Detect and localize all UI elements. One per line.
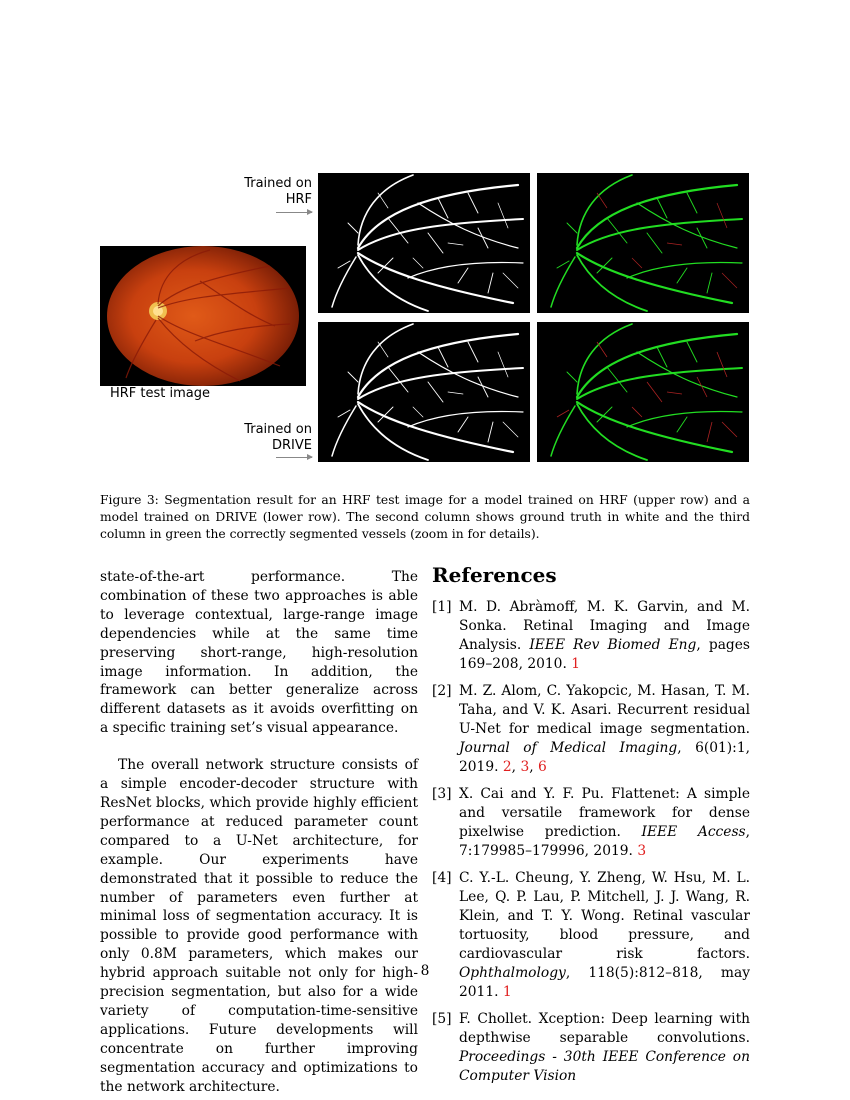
backref-link[interactable]: 1: [571, 655, 581, 672]
fundus-test-image: [100, 246, 306, 386]
reference-item: [2] M. Z. Alom, C. Yakopcic, M. Hasan, T. M. Taha, and V. K. Asari. Recurrent residual U-Net for medical image segmentation. Journal of Medical Imaging, 6(01):1, 2019. 2, 3, 6: [432, 683, 750, 775]
page-number: 8: [420, 963, 430, 979]
reference-venue: Proceedings - 30th IEEE Conference on Computer Vision: [459, 1048, 750, 1084]
figure-caption: Figure 3: Segmentation result for an HRF test image for a model trained on HRF (upper row) and a model trained on DRIVE (lower row). The second column shows ground truth in white and the third column in green the correctly segmented vessels (zoom in for details).: [100, 493, 750, 541]
reference-item: [432, 785, 750, 861]
label-trained-on-drive: [238, 422, 312, 454]
backref-link[interactable]: 2: [502, 758, 512, 775]
reference-number: [3]: [432, 786, 452, 803]
panel-gt-hrf: [318, 173, 530, 313]
references-heading: References: [432, 563, 557, 587]
label-trained-on-hrf-line1: Trained on: [244, 176, 312, 191]
reference-number: [5]: [432, 1011, 452, 1028]
backref-link[interactable]: 1: [502, 983, 512, 1000]
label-trained-on-drive-line2: DRIVE: [272, 438, 312, 453]
label-trained-on-hrf: [238, 176, 312, 208]
reference-venue: IEEE Access: [641, 823, 746, 840]
reference-text: C. Y.-L. Cheung, Y. Zheng, W. Hsu, M. L. Lee, Q. P. Lau, P. Mitchell, J. J. Wang, R. Klein, and T. Y. Wong. Retinal vascular tortuosity, blood pressure, and cardiovascular risk factors.: [459, 870, 750, 962]
panel-correct-drive: [537, 322, 749, 462]
reference-venue: Journal of Medical Imaging: [459, 739, 678, 756]
reference-text: F. Chollet. Xception: Deep learning with depthwise separable convolutions.: [459, 1011, 750, 1047]
reference-rest: , 7:179985–179996, 2019.: [459, 823, 751, 859]
paragraph-1: state-of-the-art performance. The combination of these two approaches is able to leverage contextual, large-range image dependencies while at the same time preserving short-range, high-resolution image information. In addition, the framework can better generalize across different datasets as it avoids overfitting on a specific training set’s visual appearance.: [100, 569, 418, 737]
reference-rest: , 6(01):1, 2019.: [459, 739, 750, 775]
arrow-drive-icon: [276, 457, 312, 458]
references-list: [432, 598, 751, 1084]
label-hrf-test-image: HRF test image: [110, 386, 211, 401]
reference-item: [432, 869, 750, 1001]
reference-text: M. Z. Alom, C. Yakopcic, M. Hasan, T. M. Taha, and V. K. Asari. Recurrent residual U-Net for medical image segmentation.: [459, 683, 750, 737]
label-trained-on-hrf-line2: HRF: [285, 192, 312, 207]
reference-number: [2]: [432, 683, 452, 700]
backref-link[interactable]: 6: [538, 758, 547, 775]
backref-link[interactable]: 3: [637, 842, 647, 859]
reference-venue: IEEE Rev Biomed Eng: [529, 636, 697, 653]
reference-number: [4]: [432, 870, 452, 887]
reference-rest: , 118(5):812–818, may 2011.: [459, 964, 750, 1000]
panel-correct-hrf: [537, 173, 749, 313]
panel-gt-drive: [318, 322, 530, 462]
reference-item: [432, 1010, 750, 1086]
label-trained-on-drive-line1: Trained on: [244, 422, 312, 437]
paragraph-2: The overall network structure consists of a simple encoder-decoder structure with ResNet blocks, which provide highly efficient performance at reduced parameter count compared to a U-Net architecture, for example. Our experiments have demonstrated that it possible to reduce the number of parameters even further at minimal loss of segmentation accuracy. It is possible to provide good performance with only 0.8M parameters, which makes our hybrid approach suitable not only for high-precision segmentation, but also for a wide variety of computation-time-sensitive applications. Future developments will concentrate on further improving segmentation accuracy and optimizations to the network architecture.: [100, 757, 418, 1095]
backref-link[interactable]: 3: [520, 758, 530, 775]
reference-venue: Ophthalmology: [459, 964, 566, 981]
reference-item: [432, 598, 750, 674]
reference-text: M. D. Abràmoff, M. K. Garvin, and M. Sonka. Retinal Imaging and Image Analysis.: [459, 599, 750, 653]
arrow-hrf-icon: [276, 212, 312, 213]
reference-number: [1]: [432, 599, 452, 615]
left-column: [100, 568, 418, 1096]
reference-text: X. Cai and Y. F. Pu. Flattenet: A simple and versatile framework for dense pixelwise prediction.: [459, 786, 750, 840]
reference-rest: , pages 169–208, 2010.: [459, 636, 751, 672]
